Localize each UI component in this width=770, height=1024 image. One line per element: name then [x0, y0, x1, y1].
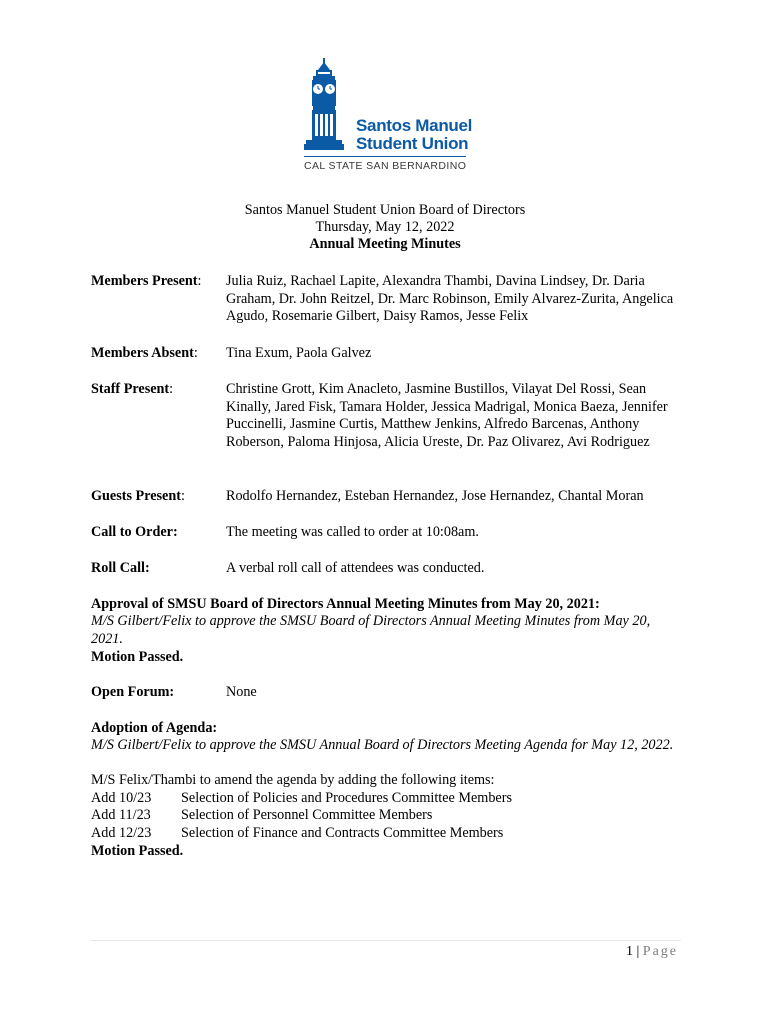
guests-present-label: Guests Present [91, 488, 181, 504]
adoption-heading: Adoption of Agenda: [91, 720, 218, 736]
staff-present-list: Christine Grott, Kim Anacleto, Jasmine Bustillos, Vilayat Del Rossi, Sean Kinally, Jared Fisk, Tamara Holder, Jessica Madrigal, Monica Baeza, Jennifer Puccinelli, Jasmine Curtis, Matthew Jenkins, Alfredo Barcenas, Anthony Roberson, Paloma Hinjosa, Alicia Ureste, Dr. Paz Olivarez, Avi Rodriguez [226, 381, 668, 450]
logo [300, 56, 473, 176]
list-item [91, 790, 512, 808]
members-absent-colon: : [193, 345, 198, 361]
roll-call-label: Roll Call: [91, 560, 150, 576]
open-forum-label: Open Forum: [91, 684, 175, 700]
approval-motion: M/S Gilbert/Felix to approve the SMSU Board of Directors Annual Meeting Minutes from May 20, 2021. [91, 613, 651, 647]
call-to-order-label: Call to Order: [91, 524, 178, 540]
logo-subtitle: CAL STATE SAN BERNARDINO [304, 160, 467, 172]
page-title: Annual Meeting Minutes [309, 236, 461, 252]
page-separator: | [636, 944, 640, 959]
header-org: Santos Manuel Student Union Board of Directors [244, 202, 526, 218]
adoption-amend: M/S Felix/Thambi to amend the agenda by adding the following items: [91, 772, 495, 788]
members-present-list: Julia Ruiz, Rachael Lapite, Alexandra Thambi, Davina Lindsey, Dr. Daria Graham, Dr. John Reitzel, Dr. Marc Robinson, Emily Alvarez-Zurita, Angelica Agudo, Rosemarie Gilbert, Daisy Ramos, Jesse Felix [226, 273, 674, 324]
logo-line-2: Student Union [356, 134, 469, 153]
agenda-item-number: Add 10/23 [91, 790, 152, 806]
approval-heading: Approval of SMSU Board of Directors Annual Meeting Minutes from May 20, 2021: [91, 596, 600, 612]
footer-divider [91, 940, 681, 941]
approval-result: Motion Passed. [91, 649, 184, 665]
list-item [91, 807, 432, 825]
agenda-item-number: Add 12/23 [91, 825, 152, 841]
adoption-motion: M/S Gilbert/Felix to approve the SMSU Annual Board of Directors Meeting Agenda for May 12, 2022. [91, 737, 674, 753]
guests-present-list: Rodolfo Hernandez, Esteban Hernandez, Jose Hernandez, Chantal Moran [226, 488, 644, 504]
agenda-item-text: Selection of Personnel Committee Members [181, 807, 433, 823]
members-present-colon: : [197, 273, 202, 289]
members-absent-list: Tina Exum, Paola Galvez [226, 345, 372, 361]
page-footer [626, 944, 678, 960]
agenda-item-text: Selection of Policies and Procedures Committee Members [181, 790, 512, 806]
roll-call-text: A verbal roll call of attendees was conducted. [226, 560, 485, 576]
call-to-order-text: The meeting was called to order at 10:08am. [226, 524, 479, 540]
staff-present-colon: : [169, 381, 174, 397]
list-item [91, 825, 503, 843]
clock-tower-logo-icon [304, 56, 360, 156]
logo-line-1: Santos Manuel [356, 116, 473, 135]
staff-present-label: Staff Present [91, 381, 170, 397]
open-forum-text: None [226, 684, 257, 700]
agenda-item-number: Add 11/23 [91, 807, 151, 823]
page-number: 1 [625, 944, 633, 959]
header-date: Thursday, May 12, 2022 [315, 219, 455, 235]
page-word: Page [642, 944, 678, 959]
members-absent-label: Members Absent [91, 345, 194, 361]
agenda-item-text: Selection of Finance and Contracts Committee Members [181, 825, 504, 841]
logo-divider [304, 156, 466, 157]
members-present-label: Members Present [91, 273, 198, 289]
adoption-result: Motion Passed. [91, 843, 184, 859]
guests-present-colon: : [180, 488, 185, 504]
